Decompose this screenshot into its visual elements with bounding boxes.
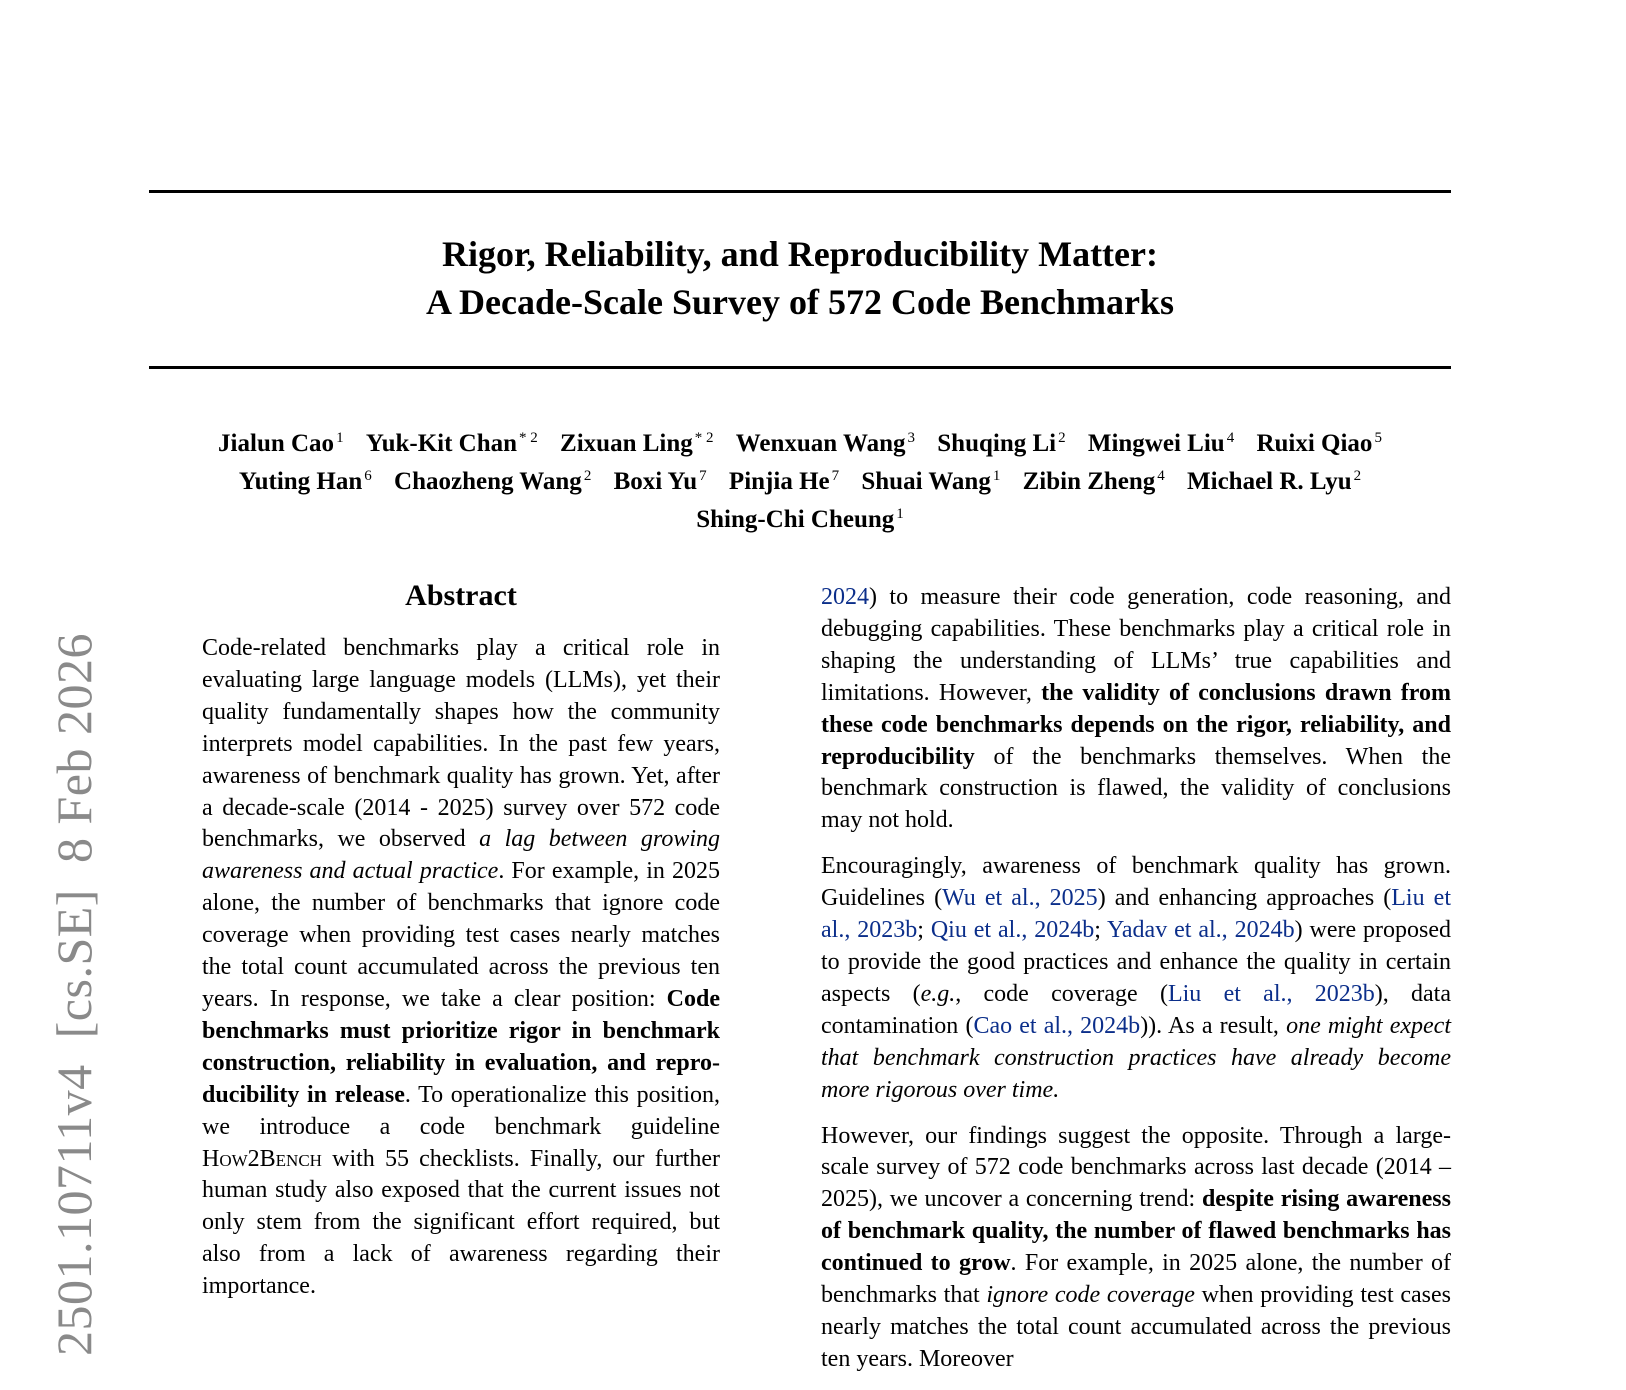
abstract-body: Code-related benchmarks play a critical role in evaluating large language models (LLMs), yet their quality fundamentally shapes how the community interprets model capabilities. In the past few years, awareness of benchmark quality has grown. Yet, after a decade-scale (2014 - 2025) survey over 572 code benchmarks, we observed a lag between growing awareness and actual practice. For example, in 2025 alone, the number of benchmarks that ignore code coverage when providing test cases nearly matches the total count accumulated across the previous ten years. In response, we take a clear position: Code benchmarks must prioritize rigor in benchmark construction, reliability in evaluation, and reproducibility in release. To operationalize this position, we introduce a code benchmark guideline How2Bench with 55 checklists. Finally, our further human study also exposed that the current issues not only stem from the significant effort required, but also from a lack of awareness regarding their importance. (202, 635, 721, 1300)
author: Wenxuan Wang $^3$ (735, 430, 916, 457)
paragraph: 2024) to measure their code generation, code reasoning, and debugging capabilities. These benchmarks play a critical role in shaping the understanding of LLMs’ true capabilities and limitations. However, the validity of conclusions drawn from these code benchmarks depends on the rigor, reliability, and reproducibility of the benchmarks themselves. When the benchmark construction is flawed, the validity of conclusions may not hold. (821, 584, 1451, 834)
author: Boxi Yu $^7$ (613, 468, 707, 495)
author-affiliation: 4 (1157, 468, 1165, 484)
author-affiliation: 6 (364, 468, 372, 484)
author: Yuting Han $^6$ (238, 468, 372, 495)
author-affiliation: 7 (831, 468, 840, 484)
author-line-1 (149, 422, 1451, 460)
citation-link[interactable]: Liu et al., 2023b (821, 885, 1452, 944)
author-affiliation: 2 (583, 468, 592, 484)
arxiv-id: 2501.10711v4 (46, 1064, 102, 1356)
author: Mingwei Liu $^4$ (1087, 430, 1235, 457)
paragraph: However, our findings suggest the opposite. Through a large-scale survey of 572 code benchmarks across last decade (2014 – 2025), we uncover a concerning trend: despite rising awareness of benchmark quality, the number of flawed benchmarks has continued to grow. For example, in 2025 alone, the number of benchmarks that ignore code coverage when providing test cases nearly matches the total count accumulated across the previous ten years. Moreover (821, 1122, 1452, 1372)
author: Ruixi Qiao $^5$ (1256, 430, 1382, 457)
citation-link[interactable]: Yadav et al., 2024b (1106, 917, 1295, 944)
author: Pinjia He $^7$ (728, 468, 840, 495)
citation-link[interactable]: Wu et al., 2025 (942, 885, 1098, 912)
author: Michael R. Lyu $^2$ (1187, 468, 1362, 495)
author: Zixuan Ling $^{* 2}$ (560, 430, 714, 457)
how2bench-name: How2Bench (202, 1145, 322, 1172)
author: Jialun Cao $^1$ (218, 430, 344, 457)
abstract-heading: Abstract (405, 579, 517, 612)
author: Chaozheng Wang $^2$ (394, 468, 592, 495)
arxiv-date: 8 Feb 2026 (46, 633, 102, 864)
author-list (149, 422, 1451, 536)
author: Shuai Wang $^1$ (861, 468, 1001, 495)
citation-link[interactable]: Liu et al., 2023b (1167, 980, 1375, 1007)
author-affiliation: 2 (1353, 468, 1362, 484)
author: Shuqing Li $^2$ (937, 430, 1066, 457)
author: Yuk-Kit Chan $^{* 2}$ (365, 430, 538, 457)
author-affiliation: 1 (992, 468, 1001, 484)
paragraph: Encouragingly, awareness of benchmark quality has grown. Guidelines (Wu et al., 2025) and enhancing approaches (Liu et al., 2023b; Qiu et al., 2024b; Yadav et al., 2024b) were proposed to provide the good practices and enhance the quality in certain aspects (e.g., code coverage (Liu et al., 2023b), data contamination (Cao et al., 2024b)). As a result, one might expect that benchmark construction practices have already become more rigorous over time. (821, 853, 1452, 1103)
author-affiliation: 2 (1058, 430, 1066, 446)
title-top-rule (149, 190, 1451, 193)
author-affiliation: * 2 (694, 430, 714, 446)
author-affiliation: 1 (896, 506, 904, 522)
title-line-2: A Decade-Scale Survey of 572 Code Benchmarks (426, 282, 1174, 322)
arxiv-identifier-sidebar (48, 607, 100, 1356)
author-line-2 (149, 460, 1451, 498)
author: Zibin Zheng $^4$ (1022, 468, 1165, 495)
author-affiliation: 1 (336, 430, 344, 446)
paper-title (149, 230, 1451, 326)
author-affiliation: * 2 (519, 430, 538, 446)
citation-link[interactable]: 2024 (821, 584, 869, 610)
author-affiliation: 7 (699, 468, 707, 484)
author-line-3 (149, 498, 1451, 536)
author-affiliation: 3 (907, 430, 916, 446)
arxiv-category: [cs.SE] (46, 889, 102, 1039)
title-line-1: Rigor, Reliability, and Reproducibility Matter: (442, 234, 1158, 274)
author: Shing-Chi Cheung $^1$ (696, 506, 904, 533)
author-affiliation: 4 (1226, 430, 1235, 446)
citation-link[interactable]: Cao et al., 2024b (973, 1012, 1141, 1039)
citation-link[interactable]: Qiu et al., 2024b (930, 917, 1095, 944)
introduction-column (821, 582, 1451, 1390)
title-bottom-rule (149, 366, 1451, 369)
author-affiliation: 5 (1374, 430, 1382, 446)
